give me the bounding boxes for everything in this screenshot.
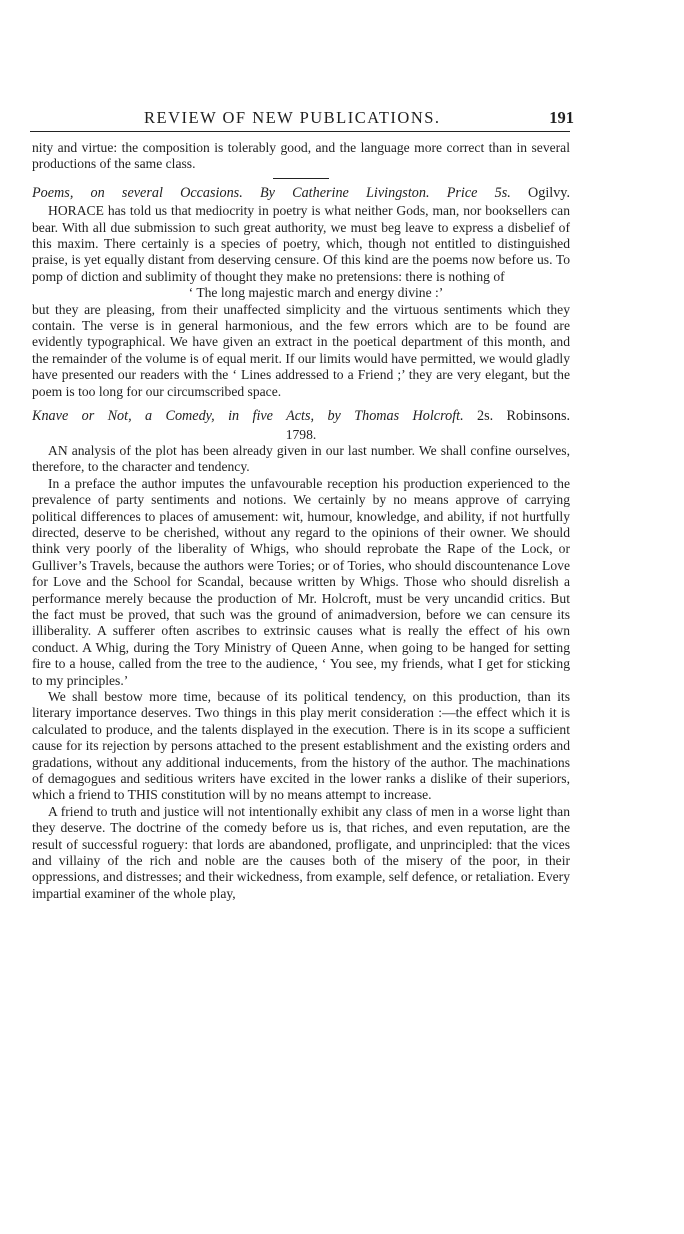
review-paragraph: but they are pleasing, from their unaffected simplicity and the virtuous sentiments which they contain. The verse is in general harmonious, and the few errors which are to be found are evidently typographical. We have given an extract in the poetical department of this month, and the remainder of the volume is of equal merit. If our limits would have permitted, we would gladly have presented our readers with the ‘ Lines addressed to a Friend ;’ they are very elegant, but the poem is too long for our circumscribed space. <box>32 301 570 399</box>
review-title: Poems, on several Occasions. <box>32 184 243 201</box>
review-paragraph: HORACE has told us that mediocrity in poetry is what neither Gods, man, nor booksellers can bear. With all due submission to such great authority, we must beg leave to express a disbelief of this maxim. There certainly is a species of poetry, which, though not entitled to distinguished praise, is yet equally distant from deserving censure. Of this kind are the poems now before us. To pomp of diction and sublimity of thought they make no pretensions: there is nothing of <box>32 203 570 284</box>
review-author: by Thomas Holcroft. <box>327 408 464 425</box>
review-price: 2s. <box>477 408 494 425</box>
review-paragraph: In a preface the author imputes the unfavourable reception his production experienced to the prevalence of party sentiments and notions. We certainly by no means approve of carrying political differences to places of amusement: wit, humour, knowledge, and ability, if not hurtfully directed, deserve to be cherished, without any regard to the opinions of their owner. We should think very poorly of the liberality of Whigs, who should reprobate the Rape of the Lock, or Gulliver’s Travels, because the authors were Tories; or of Tories, who should discountenance Love for Love and the School for Scandal, because written by Whigs. Those who should disrelish a performance merely because the production of Mr. Holcroft, must be very uncandid critics. But the fact must be proved, that such was the ground of animadversion, before we can censure its illiberality. A sufferer often ascribes to extrinsic causes what is really the effect of his own conduct. A Whig, during the Tory Ministry of Queen Anne, when going to be hanged for setting fire to a house, called from the tree to the audience, ‘ You see, my friends, what I get for sticking to my principles.’ <box>32 475 570 688</box>
review-year: 1798. <box>285 426 317 442</box>
page-number: 191 <box>549 108 574 127</box>
review-heading-knave <box>32 408 570 424</box>
quotation: ‘ The long majestic march and energy divine :’ <box>188 285 444 301</box>
section-divider <box>273 178 329 179</box>
review-publisher: Ogilvy. <box>527 184 571 201</box>
page-header <box>32 108 572 130</box>
running-head: REVIEW OF NEW PUBLICATIONS. <box>144 108 441 127</box>
review-paragraph: We shall bestow more time, because of its political tendency, on this production, than its literary importance deserves. Two things in this play merit consideration :—the effect which it is calculated to produce, and the talents displayed in the execution. There is in its scope a sufficient cause for its rejection by persons attached to the present establishment and the existing orders and gradations, without any additional inducements, from the history of the author. The machinations of demagogues and seditious writers have excited in the lower ranks a dislike of their superiors, which a friend to THIS constitution will by no means attempt to increase. <box>32 689 570 803</box>
review-heading-poems <box>32 185 570 201</box>
header-rule <box>30 131 570 132</box>
review-publisher: Robinsons. <box>506 408 571 425</box>
review-title: Knave or Not, a Comedy, in five Acts, <box>32 408 315 425</box>
review-paragraph: AN analysis of the plot has been already given in our last number. We shall confine ourselves, therefore, to the character and tendency. <box>32 442 570 475</box>
body-text <box>32 140 570 902</box>
review-paragraph: A friend to truth and justice will not intentionally exhibit any class of men in a worse light than they deserve. The doctrine of the comedy before us is, that riches, and even reputation, are the result of successful roguery: that lords are abandoned, profligate, and unprincipled: that the vices and villainy of the rich and noble are the causes both of the misery of the poor, in their oppressions, and distresses; and their wickedness, from example, self defence, or retaliation. Every impartial examiner of the whole play, <box>32 803 570 901</box>
review-price: Price 5s. <box>446 184 511 201</box>
intro-paragraph: nity and virtue: the composition is tolerably good, and the language more correct than in several productions of the same class. <box>32 140 570 172</box>
review-author: By Catherine Livingston. <box>259 184 430 201</box>
